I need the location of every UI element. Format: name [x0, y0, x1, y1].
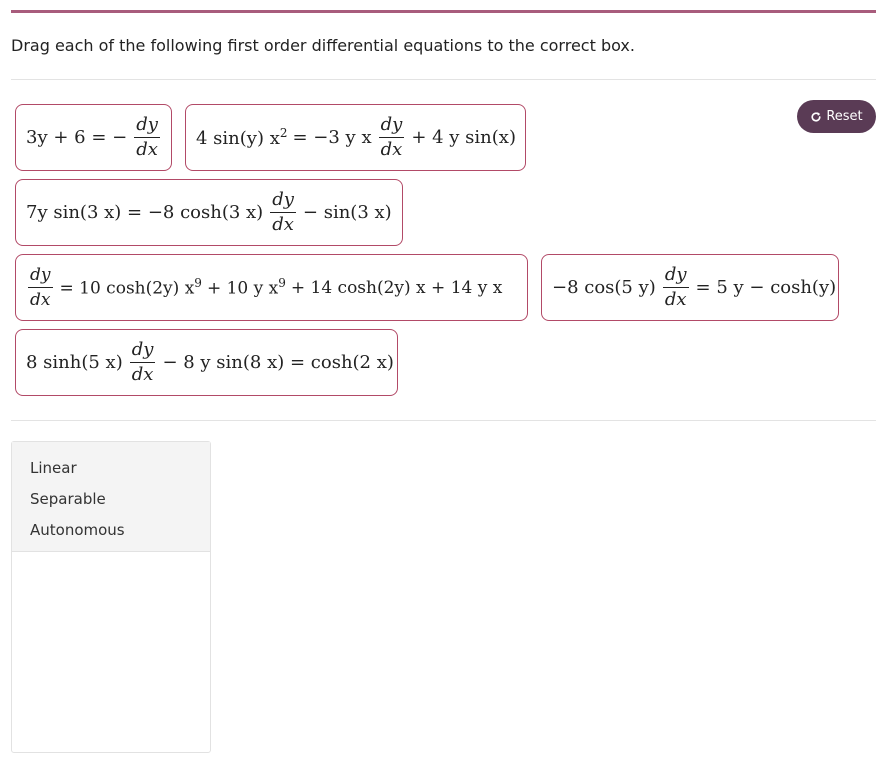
tile-6-num: dy: [130, 339, 156, 363]
category-list: [12, 442, 210, 552]
divider-top: [11, 79, 876, 80]
reset-label: Reset: [826, 109, 863, 124]
tile-2-den: dx: [380, 139, 403, 160]
equation-tile-3[interactable]: [15, 179, 403, 246]
tile-6-derivative: [130, 339, 156, 386]
tile-4-num: dy: [28, 264, 53, 288]
tile-6-lhs: 8 sinh(5 x): [26, 352, 123, 373]
tile-2-rhs: + 4 y sin(x): [411, 127, 516, 148]
tile-5-rhs: = 5 y − cosh(y): [695, 277, 837, 298]
tile-4-exp-2: 9: [278, 276, 286, 291]
tile-1-derivative: [134, 114, 160, 161]
category-linear[interactable]: Linear: [30, 459, 77, 477]
tile-4-rhs-c: + 14 cosh(2y) x + 14 y x: [290, 277, 503, 298]
category-separable[interactable]: Separable: [30, 490, 106, 508]
tile-4-den: dx: [30, 290, 51, 310]
tile-3-derivative: [270, 189, 296, 236]
tile-5-den: dx: [664, 289, 687, 310]
tile-2-derivative: [379, 114, 405, 161]
tile-3-lhs: 7y sin(3 x) = −8 cosh(3 x): [26, 202, 264, 223]
equation-tile-5[interactable]: [541, 254, 839, 321]
tile-5-num: dy: [663, 264, 689, 288]
equation-tile-2[interactable]: [185, 104, 526, 171]
tile-3-den: dx: [272, 214, 294, 235]
equation-tile-6[interactable]: [15, 329, 398, 396]
tile-3-rhs: − sin(3 x): [302, 202, 392, 223]
tile-1-den: dx: [136, 139, 158, 160]
instructions-text: Drag each of the following first order differential equations to the correct box.: [11, 36, 635, 55]
equation-tile-4[interactable]: [15, 254, 528, 321]
tile-4-rhs-b: + 10 y x: [206, 278, 279, 299]
tile-4-exp-1: 9: [194, 276, 202, 291]
tile-1-lhs: 3y + 6 = −: [26, 127, 128, 148]
top-accent-rule: [11, 10, 876, 13]
tile-5-lhs: −8 cos(5 y): [552, 277, 656, 298]
tile-6-den: dx: [131, 364, 154, 385]
tile-4-rhs-a: = 10 cosh(2y) x: [59, 278, 195, 299]
tile-2-num: dy: [379, 114, 405, 138]
category-autonomous[interactable]: Autonomous: [30, 521, 125, 539]
tile-5-derivative: [663, 264, 689, 311]
drop-box[interactable]: [11, 441, 211, 753]
divider-bottom: [11, 420, 876, 421]
reset-button[interactable]: [797, 100, 876, 133]
tile-4-derivative: [28, 264, 53, 311]
tile-2-exp: 2: [279, 126, 288, 140]
tile-1-num: dy: [134, 114, 160, 138]
refresh-icon: [810, 111, 822, 123]
tile-2-lhs: 4 sin(y) x: [196, 128, 280, 149]
tile-6-rhs: − 8 y sin(8 x) = cosh(2 x): [162, 352, 394, 373]
tile-2-mid: = −3 y x: [292, 127, 372, 148]
equation-tile-1[interactable]: [15, 104, 172, 171]
tile-3-num: dy: [270, 189, 296, 213]
